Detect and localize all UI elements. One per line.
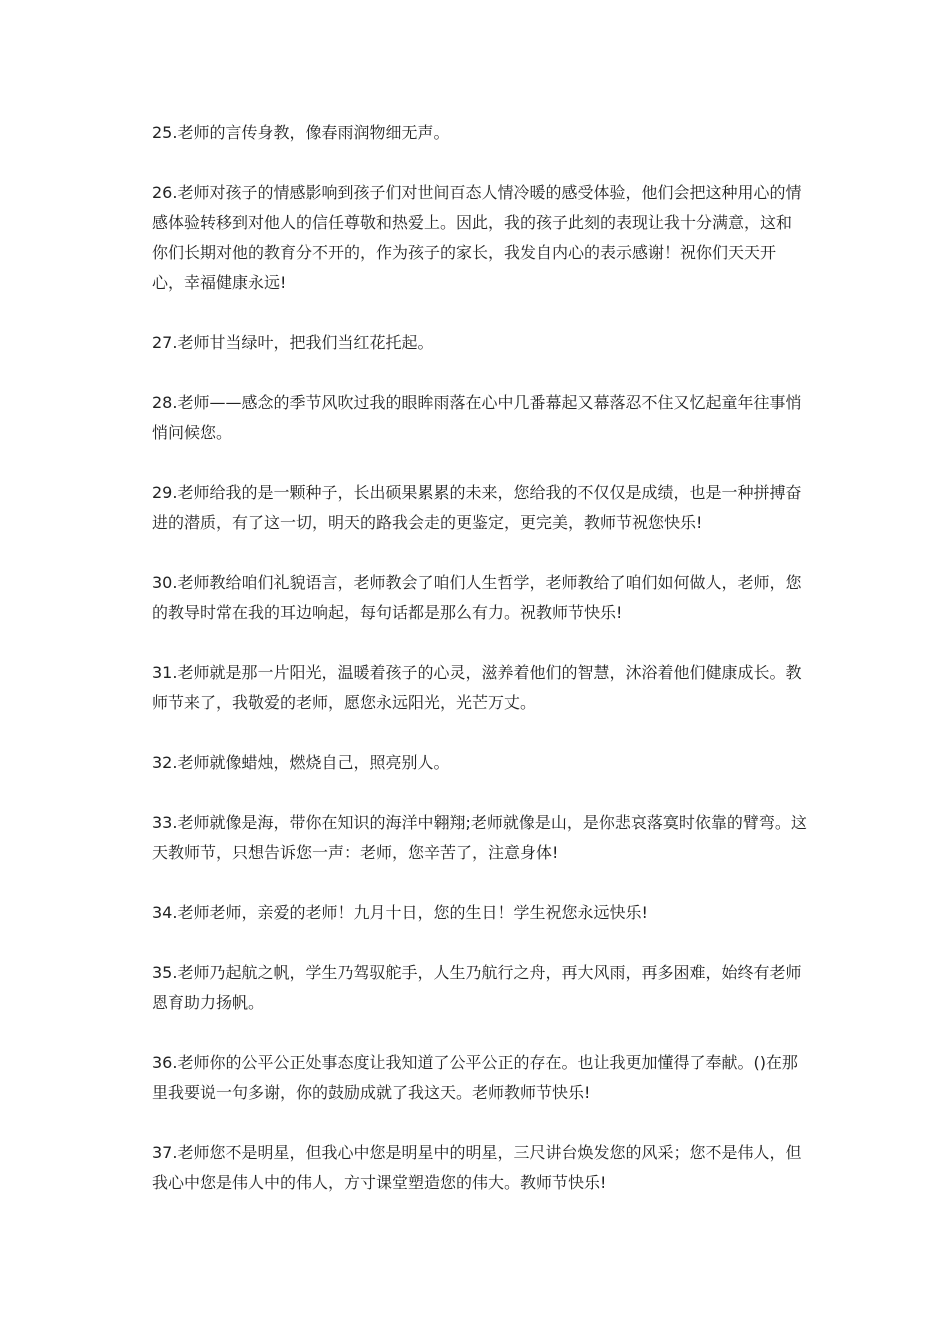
paragraph-31: 31.老师就是那一片阳光，温暖着孩子的心灵，滋养着他们的智慧，沐浴着他们健康成长。教师节来了，我敬爱的老师，愿您永远阳光，光芒万丈。 [152,663,802,712]
paragraph-27: 27.老师甘当绿叶，把我们当红花托起。 [152,333,434,352]
paragraph-29: 29.老师给我的是一颗种子，长出硕果累累的未来，您给我的不仅仅是成绩，也是一种拼搏奋进的潜质，有了这一切，明天的路我会走的更鉴定，更完美，教师节祝您快乐! [152,483,802,532]
paragraph-32: 32.老师就像蜡烛，燃烧自己，照亮别人。 [152,753,450,772]
paragraph-30: 30.老师教给咱们礼貌语言，老师教会了咱们人生哲学，老师教给了咱们如何做人，老师，您的教导时常在我的耳边响起，每句话都是那么有力。祝教师节快乐! [152,573,802,622]
document-body [152,118,807,1228]
paragraph-36: 36.老师你的公平公正处事态度让我知道了公平公正的存在。也让我更加懂得了奉献。()在那里我要说一句多谢，你的鼓励成就了我这天。老师教师节快乐! [152,1053,798,1102]
paragraph-25: 25.老师的言传身教，像春雨润物细无声。 [152,123,450,142]
paragraph-33: 33.老师就像是海，带你在知识的海洋中翱翔;老师就像是山，是你悲哀落寞时依靠的臂弯。这天教师节，只想告诉您一声：老师，您辛苦了，注意身体! [152,813,807,862]
paragraph-34: 34.老师老师，亲爱的老师！九月十日，您的生日！学生祝您永远快乐! [152,903,648,922]
paragraph-26: 26.老师对孩子的情感影响到孩子们对世间百态人情冷暖的感受体验，他们会把这种用心的情感体验转移到对他人的信任尊敬和热爱上。因此，我的孩子此刻的表现让我十分满意，这和你们长期对他的教育分不开的，作为孩子的家长，我发自内心的表示感谢！祝你们天天开心，幸福健康永远! [152,183,802,292]
paragraph-37: 37.老师您不是明星，但我心中您是明星中的明星，三尺讲台焕发您的风采；您不是伟人，但我心中您是伟人中的伟人，方寸课堂塑造您的伟大。教师节快乐! [152,1143,802,1192]
paragraph-28: 28.老师——感念的季节风吹过我的眼眸雨落在心中几番幕起又幕落忍不住又忆起童年往事悄悄问候您。 [152,393,802,442]
paragraph-35: 35.老师乃起航之帆，学生乃驾驭舵手，人生乃航行之舟，再大风雨，再多困难，始终有老师恩育助力扬帆。 [152,963,802,1012]
